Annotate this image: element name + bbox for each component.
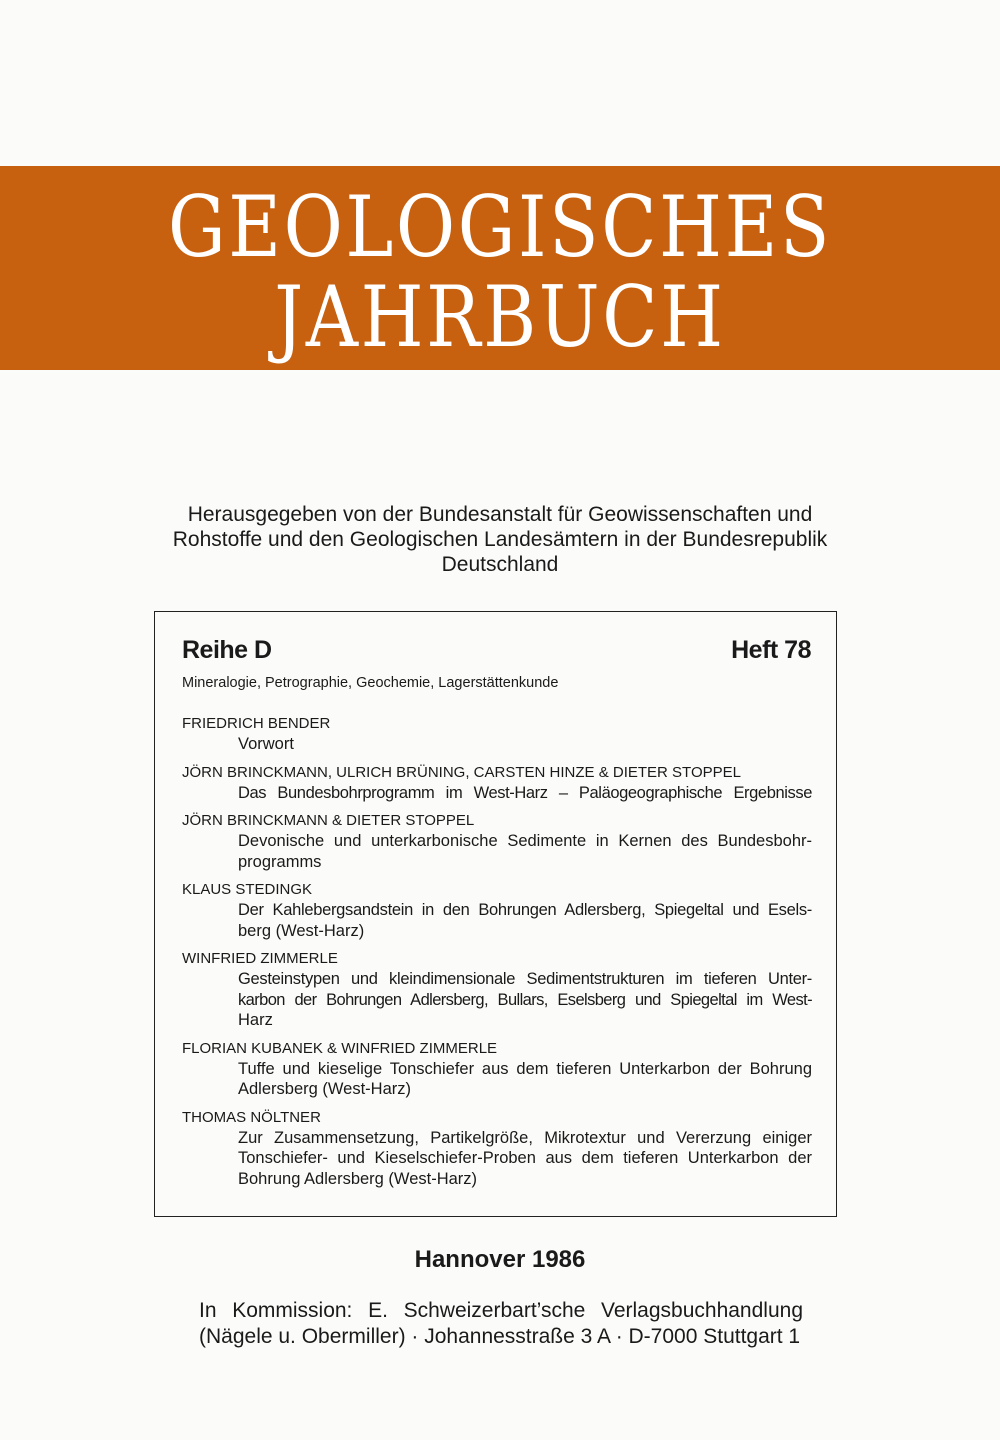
journal-title-line1: GEOLOGISCHES — [167, 178, 833, 276]
publisher-line: Herausgegeben von der Bundesanstalt für Geowissenschaften und — [187, 503, 813, 526]
entry-title-line: Tuffe und kieselige Tonschiefer aus dem tieferen Unterkarbon der Bohrung — [238, 1059, 812, 1078]
publisher-line: Rohstoffe und den Geologischen Landesämtern in der Bundesrepublik — [172, 528, 828, 551]
contents-entry — [182, 1039, 812, 1100]
contents-box — [154, 611, 837, 1217]
entry-author: FRIEDRICH BENDER — [182, 715, 331, 732]
entry-title-line: Harz — [238, 1011, 273, 1029]
distributor-line: In Kommission: E. Schweizerbart’sche Verlagsbuchhandlung — [199, 1299, 803, 1322]
contents-entry — [182, 880, 812, 941]
publisher-line: Deutschland — [441, 553, 559, 576]
entry-title — [182, 831, 812, 872]
entry-title-line: Zur Zusammensetzung, Partikelgröße, Mikrotextur und Vererzung einiger — [238, 1128, 812, 1147]
entry-title — [182, 1059, 812, 1100]
contents-entry — [182, 949, 812, 1031]
entry-title-line: karbon der Bohrungen Adlersberg, Bullars, Eselsberg und Spiegeltal im West- — [238, 990, 812, 1009]
entry-title — [182, 969, 812, 1031]
entry-title-line: berg (West-Harz) — [238, 921, 365, 940]
entry-title — [182, 900, 812, 941]
publisher-statement — [100, 502, 900, 577]
contents-entry — [182, 811, 812, 872]
issue-label: Heft 78 — [731, 636, 811, 664]
entry-title-line: Adlersberg (West-Harz) — [238, 1080, 411, 1098]
entry-author: FLORIAN KUBANEK & WINFRIED ZIMMERLE — [182, 1039, 498, 1057]
entry-author: JÖRN BRINCKMANN, ULRICH BRÜNING, CARSTEN HINZE & DIETER STOPPEL — [182, 763, 741, 781]
entry-title-line: programms — [238, 852, 322, 871]
distributor-line: (Nägele u. Obermiller) · Johannesstraße 3 A · D-7000 Stuttgart 1 — [199, 1325, 801, 1348]
entry-title — [182, 1128, 812, 1190]
contents-entry — [182, 763, 812, 804]
entry-title-line: Tonschiefer- und Kieselschiefer-Proben aus dem tieferen Unterkarbon der — [238, 1149, 812, 1167]
entry-author: WINFRIED ZIMMERLE — [182, 950, 338, 967]
journal-title-line2: JAHRBUCH — [274, 268, 726, 366]
place-year: Hannover 1986 — [414, 1246, 586, 1273]
entry-title-line: Gesteinstypen und kleindimensionale Sedimentstrukturen im tieferen Unter- — [238, 970, 812, 988]
entry-title — [182, 783, 812, 804]
entry-author: JÖRN BRINCKMANN & DIETER STOPPEL — [182, 812, 475, 829]
entry-title-line: Vorwort — [238, 735, 294, 753]
entry-title-line: Das Bundesbohrprogramm im West-Harz – Paläogeographische Ergebnisse — [238, 783, 812, 802]
contents-entry — [182, 714, 812, 755]
entry-author: THOMAS NÖLTNER — [182, 1108, 321, 1126]
distributor-imprint — [199, 1298, 803, 1350]
entry-title-line: Devonische und unterkarbonische Sedimente in Kernen des Bundesbohr- — [238, 832, 812, 850]
entry-author: KLAUS STEDINGK — [182, 881, 313, 898]
series-label: Reihe D — [182, 636, 272, 664]
entry-title-line: Der Kahlebergsandstein in den Bohrungen Adlersberg, Spiegeltal und Esels- — [238, 901, 812, 919]
entry-title-line: Bohrung Adlersberg (West-Harz) — [238, 1169, 478, 1188]
table-of-contents — [182, 714, 812, 1197]
entry-title — [182, 734, 812, 755]
series-subjects: Mineralogie, Petrographie, Geochemie, Lagerstättenkunde — [182, 675, 559, 691]
contents-entry — [182, 1108, 812, 1190]
